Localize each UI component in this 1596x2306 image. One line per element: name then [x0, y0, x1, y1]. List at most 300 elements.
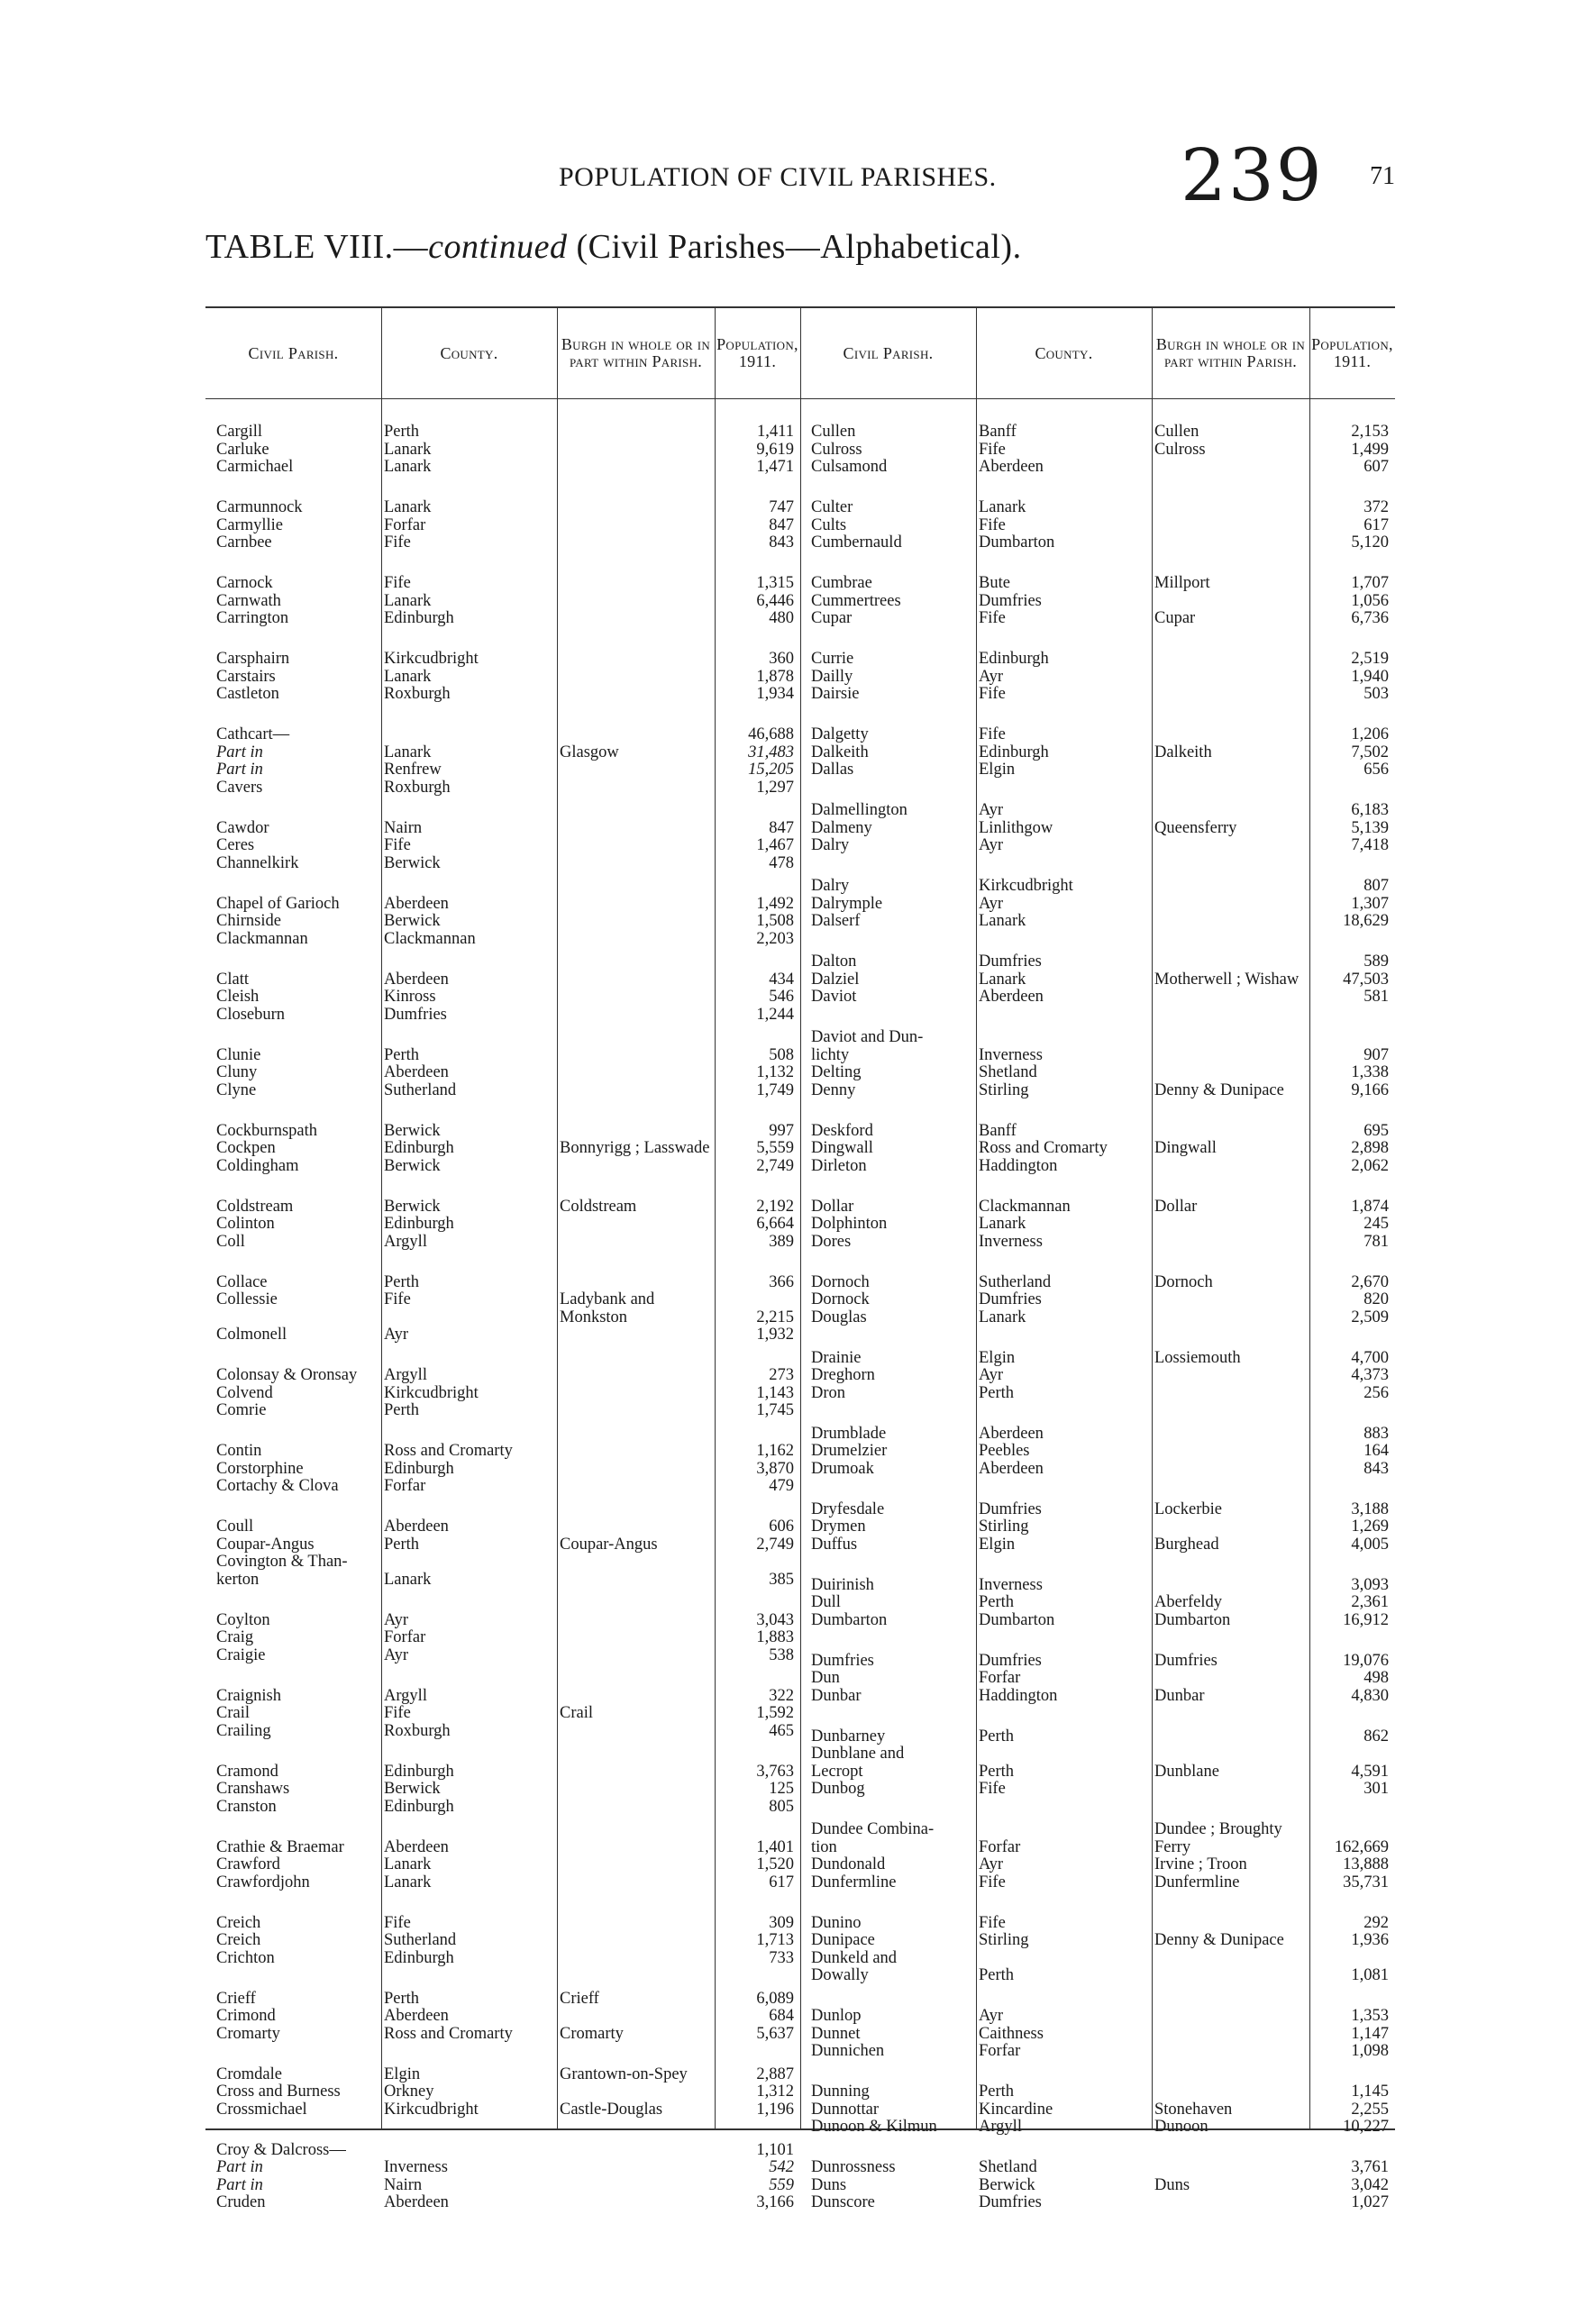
handwritten-page-stamp: 239	[1181, 133, 1324, 217]
county-cell: Berwick	[384, 1157, 441, 1175]
row-group	[800, 424, 1395, 477]
table-row	[800, 1047, 1395, 1065]
burgh-cell: Burghead	[1154, 1536, 1219, 1554]
table-row	[205, 1443, 800, 1461]
county-cell: Aberdeen	[979, 459, 1044, 476]
population-cell: 1,098	[1351, 2043, 1389, 2060]
parish-cell: Cumbrae	[811, 575, 872, 592]
parish-cell: Coldstream	[216, 1198, 294, 1216]
parish-cell: Cumbernauld	[811, 534, 902, 551]
population-cell: 503	[1363, 686, 1389, 703]
parish-cell: Dunino	[811, 1914, 862, 1932]
population-cell: 9,166	[1351, 1081, 1389, 1099]
population-cell: 6,183	[1351, 802, 1389, 819]
table-row	[800, 2119, 1395, 2137]
table-row	[800, 2083, 1395, 2101]
parish-cell: Delting	[811, 1064, 862, 1081]
county-cell: Dumfries	[979, 953, 1042, 971]
row-group	[800, 1577, 1395, 1630]
table-row	[205, 2026, 800, 2044]
population-cell: 2,361	[1351, 1594, 1389, 1611]
parish-cell: Dalkeith	[811, 743, 869, 761]
population-cell: 480	[769, 610, 794, 627]
table-row	[205, 651, 800, 669]
table-row	[800, 1967, 1395, 1985]
table-row	[800, 1856, 1395, 1874]
county-cell: Dumfries	[979, 1652, 1042, 1670]
population-cell: 3,188	[1351, 1500, 1389, 1518]
table-row	[205, 2101, 800, 2119]
population-cell: 581	[1363, 989, 1389, 1006]
parish-cell: Carrington	[216, 610, 289, 627]
population-cell: 1,508	[756, 913, 794, 930]
parish-cell: Cruden	[216, 2194, 266, 2211]
county-cell: Kinross	[384, 989, 436, 1006]
table-row	[205, 593, 800, 611]
table-row	[800, 1932, 1395, 1950]
table-row	[800, 744, 1395, 762]
table-row	[205, 896, 800, 914]
table-row	[205, 2083, 800, 2101]
parish-cell: Craig	[216, 1629, 254, 1646]
table-row	[800, 913, 1395, 931]
population-cell: 2,062	[1351, 1157, 1389, 1175]
parish-cell: Coull	[216, 1518, 254, 1536]
table-row	[205, 989, 800, 1007]
county-cell: Fife	[384, 837, 411, 854]
county-cell: Dumfries	[384, 1006, 447, 1024]
parish-cell: lichty	[811, 1046, 850, 1064]
parish-cell: Cockburnspath	[216, 1122, 318, 1140]
burgh-cell: Cromarty	[560, 2025, 624, 2043]
population-cell: 1,874	[1351, 1198, 1389, 1216]
parish-cell: Dun	[811, 1670, 840, 1687]
row-group	[205, 971, 800, 1025]
county-cell: Edinburgh	[384, 610, 454, 627]
burgh-cell: Bonnyrigg ; Lasswade	[560, 1140, 710, 1157]
county-cell: Fife	[384, 1291, 411, 1308]
population-cell: 273	[769, 1367, 794, 1384]
population-cell: 385	[769, 1571, 794, 1589]
population-cell: 389	[769, 1233, 794, 1251]
table-row	[205, 1991, 800, 2009]
county-cell: Forfar	[384, 516, 426, 534]
table-row	[800, 1670, 1395, 1688]
population-cell: 862	[1363, 1727, 1389, 1745]
county-cell: Argyll	[384, 1233, 427, 1251]
parish-cell: Cockpen	[216, 1140, 276, 1157]
population-cell: 2,203	[756, 930, 794, 948]
parish-cell: Carluke	[216, 441, 269, 459]
county-cell: Ross and Cromarty	[384, 1443, 513, 1460]
table-row	[800, 726, 1395, 744]
parish-cell: Dairsie	[811, 686, 860, 703]
parish-cell: Dunbog	[811, 1781, 865, 1798]
population-cell: 498	[1363, 1670, 1389, 1687]
county-cell: Ayr	[979, 837, 1004, 854]
parish-cell: Dores	[811, 1233, 852, 1251]
table-row	[800, 1082, 1395, 1100]
population-cell: 747	[769, 499, 794, 516]
parish-cell: kerton	[216, 1571, 260, 1589]
table-row	[800, 1688, 1395, 1706]
parish-cell: Creich	[216, 1914, 261, 1932]
population-cell: 2,192	[756, 1198, 794, 1216]
parish-cell: Duirinish	[811, 1576, 874, 1594]
population-cell: 695	[1363, 1122, 1389, 1140]
county-cell: Renfrew	[384, 761, 442, 779]
table-row	[205, 2177, 800, 2195]
table-row	[205, 1234, 800, 1252]
table-row	[205, 499, 800, 517]
population-cell: 309	[769, 1914, 794, 1932]
county-cell: Kirkcudbright	[979, 878, 1073, 895]
parish-cell: Contin	[216, 1443, 262, 1460]
table-row	[800, 1140, 1395, 1158]
county-cell: Berwick	[384, 913, 441, 930]
table-row	[800, 1764, 1395, 1782]
parish-cell: Dailly	[811, 668, 853, 686]
county-cell: Perth	[384, 1536, 420, 1554]
population-cell: 1,132	[756, 1064, 794, 1081]
county-cell: Elgin	[384, 2065, 421, 2083]
burgh-cell: Dornoch	[1154, 1273, 1213, 1291]
parish-cell: Cargill	[216, 424, 263, 441]
burgh-cell: Culross	[1154, 441, 1206, 459]
parish-cell: Colonsay & Oronsay	[216, 1367, 358, 1384]
parish-cell: Carnwath	[216, 592, 281, 610]
table-row	[205, 1856, 800, 1874]
parish-cell: tion	[811, 1838, 837, 1856]
table-row	[205, 1518, 800, 1536]
row-group	[205, 1443, 800, 1496]
county-cell: Kirkcudbright	[384, 651, 479, 668]
county-cell: Forfar	[979, 1670, 1021, 1687]
parish-cell: Denny	[811, 1081, 856, 1099]
population-cell: 5,637	[756, 2025, 794, 2043]
population-cell: 1,338	[1351, 1064, 1389, 1081]
county-cell: Lanark	[384, 592, 432, 610]
population-cell: 1,592	[756, 1705, 794, 1722]
table-row	[800, 1874, 1395, 1892]
parish-cell: Dunnichen	[811, 2043, 885, 2060]
row-group	[800, 2008, 1395, 2061]
table-row	[205, 1461, 800, 1479]
population-cell: 843	[769, 534, 794, 551]
county-cell: Perth	[384, 424, 420, 441]
county-cell: Edinburgh	[979, 743, 1049, 761]
county-cell: Lanark	[384, 459, 432, 476]
table-caption	[205, 227, 1022, 267]
county-cell: Roxburgh	[384, 686, 451, 703]
county-cell: Sutherland	[384, 1932, 457, 1949]
parish-cell: Coldingham	[216, 1157, 299, 1175]
population-cell: 4,005	[1351, 1536, 1389, 1554]
row-group	[205, 2066, 800, 2119]
row-group	[800, 1653, 1395, 1706]
population-cell: 1,297	[756, 779, 794, 797]
county-cell: Argyll	[384, 1687, 427, 1705]
row-group	[205, 575, 800, 628]
population-cell: 15,205	[748, 761, 794, 779]
population-cell: 1,492	[756, 895, 794, 913]
population-cell: 1,307	[1351, 895, 1389, 913]
parish-cell: Dundee Combina-	[811, 1821, 935, 1838]
parish-cell: Cross and Burness	[216, 2083, 341, 2101]
row-group	[205, 1199, 800, 1252]
county-cell: Inverness	[979, 1046, 1043, 1064]
parish-cell: Dreghorn	[811, 1367, 875, 1384]
parish-cell: Colinton	[216, 1216, 275, 1233]
population-cell: 46,688	[748, 726, 794, 743]
parish-cell: Carmunnock	[216, 499, 303, 516]
population-cell: 1,312	[756, 2083, 794, 2101]
table-row	[800, 534, 1395, 552]
parish-cell: Culsamond	[811, 459, 888, 476]
table-row	[205, 1705, 800, 1723]
county-cell: Argyll	[979, 2119, 1022, 2136]
population-cell: 372	[1363, 499, 1389, 516]
county-cell: Linlithgow	[979, 819, 1053, 837]
table-row	[800, 1915, 1395, 1933]
county-cell: Berwick	[384, 1198, 441, 1216]
table-row	[205, 1402, 800, 1420]
county-cell: Aberdeen	[384, 2194, 449, 2211]
parish-cell: Part in	[216, 2176, 263, 2194]
population-cell: 292	[1363, 1914, 1389, 1932]
county-cell: Aberdeen	[979, 989, 1044, 1006]
parish-cell: Dumfries	[811, 1652, 874, 1670]
population-cell: 2,887	[756, 2065, 794, 2083]
table-row	[205, 1047, 800, 1065]
population-cell: 508	[769, 1046, 794, 1064]
county-cell: Nairn	[384, 2176, 423, 2194]
row-group	[205, 1123, 800, 1176]
row-group	[205, 1274, 800, 1344]
table-row	[800, 1443, 1395, 1461]
parish-cell: Dalrymple	[811, 895, 883, 913]
parish-cell: Clackmannan	[216, 930, 308, 948]
population-cell: 162,669	[1334, 1838, 1389, 1856]
parish-cell: Dunfermline	[811, 1873, 897, 1891]
col-header-population: Population, 1911.	[1311, 335, 1393, 370]
county-cell: Berwick	[979, 2176, 1035, 2194]
parish-cell: Dunblane and	[811, 1745, 905, 1763]
population-cell: 542	[769, 2159, 794, 2176]
table-row	[205, 1536, 800, 1554]
population-cell: 656	[1363, 761, 1389, 779]
parish-cell: Dull	[811, 1594, 841, 1611]
parish-cell: Dalry	[811, 837, 850, 854]
county-cell: Clackmannan	[979, 1198, 1071, 1216]
table-row	[800, 1653, 1395, 1671]
burgh-cell: Duns	[1154, 2176, 1190, 2194]
county-cell: Aberdeen	[384, 971, 449, 989]
population-cell: 3,043	[756, 1611, 794, 1629]
table-row	[205, 1950, 800, 1968]
population-cell: 1,027	[1351, 2194, 1389, 2211]
parish-cell: Cavers	[216, 779, 263, 797]
row-group	[205, 2142, 800, 2212]
county-cell: Forfar	[979, 1838, 1021, 1856]
table-row	[800, 1612, 1395, 1630]
population-cell: 1,499	[1351, 441, 1389, 459]
parish-cell: Dalry	[811, 878, 850, 895]
row-group	[205, 1764, 800, 1817]
county-cell: Banff	[979, 1122, 1017, 1140]
population-cell: 1,196	[756, 2101, 794, 2119]
county-cell: Ayr	[979, 802, 1004, 819]
population-cell: 3,042	[1351, 2176, 1389, 2194]
burgh-cell: Coupar-Angus	[560, 1536, 658, 1554]
parish-cell: Dunning	[811, 2083, 870, 2101]
parish-cell: Colvend	[216, 1384, 273, 1402]
population-cell: 781	[1363, 1233, 1389, 1251]
county-cell: Fife	[979, 516, 1006, 534]
table-row	[800, 499, 1395, 517]
row-group	[800, 1123, 1395, 1176]
row-group	[800, 1350, 1395, 1403]
burgh-cell: Cullen	[1154, 424, 1199, 441]
county-cell: Perth	[979, 1727, 1015, 1745]
county-cell: Perth	[384, 1990, 420, 2008]
parish-cell: Colmonell	[216, 1326, 287, 1344]
population-cell: 478	[769, 854, 794, 872]
population-cell: 465	[769, 1722, 794, 1740]
county-cell: Edinburgh	[384, 1140, 454, 1157]
county-cell: Aberdeen	[384, 2008, 449, 2025]
table-row	[205, 1064, 800, 1082]
parish-cell: Currie	[811, 651, 854, 668]
population-cell: 589	[1363, 953, 1389, 971]
burgh-cell: Irvine ; Troon	[1154, 1856, 1247, 1873]
county-cell: Fife	[979, 610, 1006, 627]
table-row	[800, 878, 1395, 896]
table-row	[205, 1216, 800, 1234]
parish-cell: Carsphairn	[216, 651, 290, 668]
population-cell: 559	[769, 2176, 794, 2194]
burgh-cell: Dundee ; Broughty	[1154, 1821, 1282, 1838]
population-cell: 434	[769, 971, 794, 989]
parish-cell: Crawford	[216, 1856, 280, 1873]
table-row	[205, 1274, 800, 1292]
parish-cell: Dumbarton	[811, 1611, 888, 1629]
burgh-cell: Stonehaven	[1154, 2101, 1233, 2119]
population-cell: 164	[1363, 1443, 1389, 1460]
county-cell: Aberdeen	[384, 1064, 449, 1081]
county-cell: Inverness	[384, 2159, 448, 2176]
county-cell: Elgin	[979, 1349, 1016, 1367]
row-group	[800, 1821, 1395, 1891]
row-group	[800, 2083, 1395, 2137]
county-cell: Perth	[384, 1046, 420, 1064]
table-row	[205, 1291, 800, 1309]
county-cell: Peebles	[979, 1443, 1030, 1460]
parish-cell: Cummertrees	[811, 592, 901, 610]
row-group	[800, 802, 1395, 855]
parish-cell: Daviot	[811, 989, 857, 1006]
row-group	[205, 1915, 800, 1968]
population-cell: 1,471	[756, 459, 794, 476]
parish-cell: Coll	[216, 1233, 245, 1251]
county-cell: Elgin	[979, 761, 1016, 779]
table-row	[800, 2101, 1395, 2119]
table-row	[800, 1274, 1395, 1292]
population-cell: 1,206	[1351, 726, 1389, 743]
county-cell: Lanark	[979, 1308, 1026, 1326]
table-row	[800, 1123, 1395, 1141]
parish-cell: Dunnottar	[811, 2101, 880, 2119]
parish-cell: Carstairs	[216, 668, 276, 686]
population-cell: 546	[769, 989, 794, 1006]
table-row	[800, 2177, 1395, 2195]
parish-cell: Chapel of Garioch	[216, 895, 340, 913]
parish-cell: Crailing	[216, 1722, 271, 1740]
col-header-population: Population, 1911.	[716, 335, 798, 370]
table-row	[205, 686, 800, 704]
county-cell: Aberdeen	[979, 1460, 1044, 1478]
population-cell: 35,731	[1343, 1873, 1389, 1891]
table-row	[205, 2066, 800, 2084]
parish-cell: Dundonald	[811, 1856, 886, 1873]
parish-cell: Dornoch	[811, 1273, 870, 1291]
population-cell: 883	[1363, 1425, 1389, 1443]
population-cell: 2,215	[756, 1308, 794, 1326]
table-row	[800, 575, 1395, 593]
row-group	[800, 1501, 1395, 1554]
county-cell: Lanark	[384, 499, 432, 516]
parish-cell: Channelkirk	[216, 854, 299, 872]
population-cell: 4,700	[1351, 1349, 1389, 1367]
row-group	[205, 1688, 800, 1741]
burgh-cell: Denny & Dunipace	[1154, 1932, 1284, 1949]
county-cell: Ayr	[384, 1646, 409, 1664]
table-row	[205, 1007, 800, 1025]
burgh-cell: Denny & Dunipace	[1154, 1081, 1284, 1099]
table-row	[800, 1950, 1395, 1968]
county-cell: Fife	[979, 726, 1006, 743]
population-cell: 1,520	[756, 1856, 794, 1873]
parish-cell: Cluny	[216, 1064, 258, 1081]
table-row	[205, 1874, 800, 1892]
population-cell: 606	[769, 1518, 794, 1536]
county-cell: Fife	[979, 1914, 1006, 1932]
county-cell: Perth	[384, 1402, 420, 1419]
county-cell: Lanark	[384, 441, 432, 459]
population-cell: 1,749	[756, 1081, 794, 1099]
row-group	[205, 424, 800, 477]
table-row	[800, 1029, 1395, 1047]
county-cell: Nairn	[384, 819, 423, 837]
page-number: 71	[1370, 162, 1395, 190]
parish-cell: Collessie	[216, 1291, 278, 1308]
table-row	[205, 1612, 800, 1630]
parish-cell: Cathcart—	[216, 726, 290, 743]
caption-prefix: TABLE VIII.—	[205, 228, 429, 266]
county-cell: Dumfries	[979, 592, 1042, 610]
population-cell: 3,763	[756, 1763, 794, 1781]
table-row	[205, 913, 800, 931]
table-row	[800, 2194, 1395, 2212]
parish-cell: Carmyllie	[216, 516, 283, 534]
parish-cell: Closeburn	[216, 1006, 286, 1024]
population-cell: 4,830	[1351, 1687, 1389, 1705]
parish-cell: Cramond	[216, 1763, 278, 1781]
county-cell: Argyll	[384, 1367, 427, 1384]
population-cell: 4,373	[1351, 1367, 1389, 1384]
county-cell: Kirkcudbright	[384, 2101, 479, 2119]
col-header-burgh: Burgh in whole or in part within Parish.	[1155, 335, 1306, 370]
